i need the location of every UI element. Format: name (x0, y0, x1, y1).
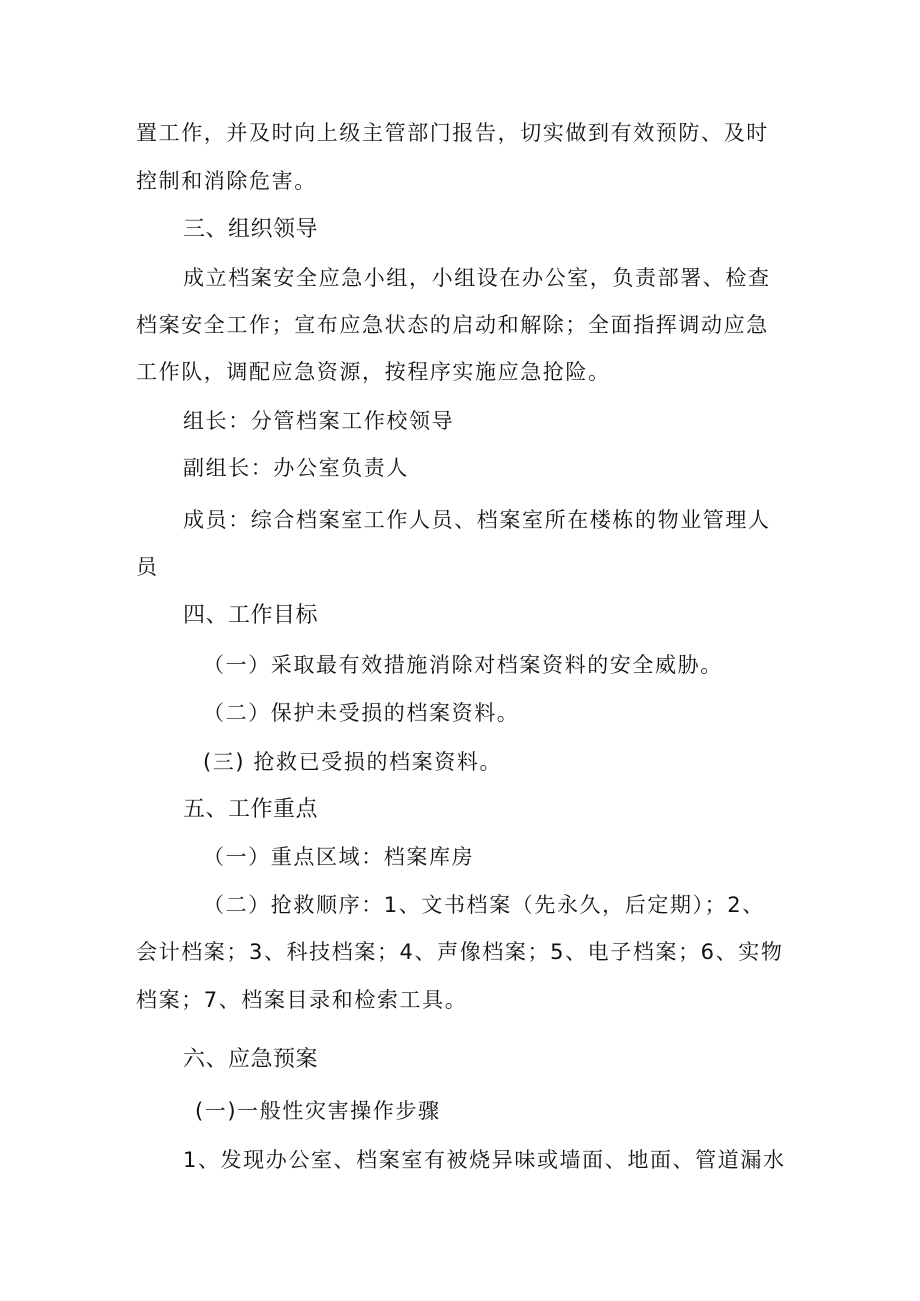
list-item: （一）重点区域：档案库房 (203, 845, 475, 869)
paragraph-line: 置工作，并及时向上级主管部门报告，切实做到有效预防、及时 (136, 121, 769, 145)
paragraph-line: 员 (136, 555, 159, 579)
paragraph-line: 成员：综合档案室工作人员、档案室所在楼栋的物业管理人 (183, 508, 771, 532)
paragraph-line: 控制和消除危害。 (136, 169, 317, 193)
section-heading: 六、应急预案 (183, 1047, 319, 1072)
paragraph-line: 档案安全工作；宣布应急状态的启动和解除；全面指挥调动应急 (136, 313, 769, 337)
list-item: （二）保护未受损的档案资料。 (203, 701, 520, 725)
list-item: （二）抢救顺序：1、文书档案（先永久，后定期）；2、 (203, 893, 765, 917)
paragraph-line: 1、发现办公室、档案室有被烧异味或墙面、地面、管道漏水 (183, 1148, 786, 1172)
list-item: (三) 抢救已受损的档案资料。 (203, 750, 503, 774)
section-heading: 四、工作目标 (183, 603, 319, 628)
paragraph-line: 组长：分管档案工作校领导 (183, 409, 455, 433)
paragraph-line: 会计档案；3、科技档案；4、声像档案；5、电子档案；6、实物 (136, 940, 784, 964)
sub-heading: (一)一般性灾害操作步骤 (195, 1099, 441, 1123)
section-heading: 三、组织领导 (183, 217, 319, 242)
paragraph-line: 工作队，调配应急资源，按程序实施应急抢险。 (136, 360, 611, 384)
paragraph-line: 副组长：办公室负责人 (183, 456, 409, 480)
list-item: （一）采取最有效措施消除对档案资料的安全威胁。 (203, 653, 723, 677)
section-heading: 五、工作重点 (183, 797, 319, 822)
paragraph-line: 成立档案安全应急小组，小组设在办公室，负责部署、检查 (183, 266, 771, 290)
paragraph-line: 档案；7、档案目录和检索工具。 (136, 988, 468, 1012)
